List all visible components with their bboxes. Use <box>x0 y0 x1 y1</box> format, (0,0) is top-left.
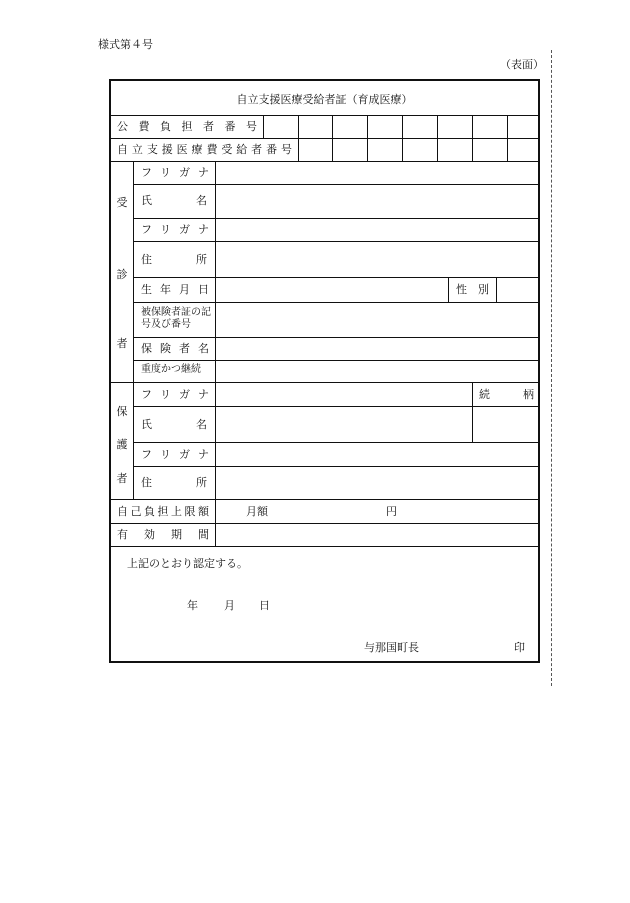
rule <box>298 115 299 161</box>
rule <box>111 161 538 162</box>
rule <box>134 406 538 407</box>
rule <box>134 466 538 467</box>
rule <box>402 115 403 161</box>
patient-insurer-label: 保 険 者 名 <box>141 342 209 355</box>
patient-insurance-card-label: 被保険者証の記号及び番号 <box>141 307 211 330</box>
rule <box>111 546 538 547</box>
rule <box>134 360 538 361</box>
cut-line <box>551 50 552 686</box>
validity-label: 有 効 期 間 <box>117 528 209 541</box>
patient-group-char: 者 <box>116 337 128 350</box>
rule <box>133 161 134 499</box>
issuer-label: 与那国町長 <box>364 641 419 654</box>
rule <box>134 184 538 185</box>
rule <box>134 442 538 443</box>
rule <box>472 382 473 442</box>
rule <box>134 277 538 278</box>
rule <box>111 138 538 139</box>
rule <box>263 115 264 138</box>
public-burden-no-label: 公 費 負 担 者 番 号 <box>117 120 257 133</box>
patient-birthdate-label: 生 年 月 日 <box>141 283 209 296</box>
certificate-form <box>109 79 540 663</box>
rule <box>134 241 538 242</box>
guardian-group-char: 護 <box>116 438 128 451</box>
patient-furigana2-label: フ リ ガ ナ <box>141 223 209 236</box>
guardian-furigana2-label: フ リ ガ ナ <box>141 448 209 461</box>
guardian-group-char: 保 <box>116 405 128 418</box>
cert-month-label: 月 <box>224 599 235 612</box>
patient-sex-label: 性 別 <box>456 283 489 296</box>
rule <box>367 115 368 161</box>
limit-yen-label: 円 <box>386 505 397 518</box>
cert-day-label: 日 <box>259 599 270 612</box>
guardian-name-label: 氏 名 <box>141 418 207 431</box>
rule <box>496 277 497 302</box>
rule <box>111 499 538 500</box>
rule <box>111 523 538 524</box>
side-label: （表面） <box>500 58 544 71</box>
patient-name-label: 氏 名 <box>141 194 207 207</box>
rule <box>215 161 216 546</box>
seal-label: 印 <box>514 641 525 654</box>
form-number-label: 様式第４号 <box>98 38 153 51</box>
form-title: 自立支援医療受給者証（育成医療） <box>236 93 413 106</box>
guardian-address-label: 住 所 <box>141 476 207 489</box>
limit-monthly-label: 月額 <box>246 505 268 518</box>
guardian-group-char: 者 <box>116 472 128 485</box>
rule <box>472 115 473 161</box>
rule <box>111 382 538 383</box>
patient-address-label: 住 所 <box>141 253 207 266</box>
cert-year-label: 年 <box>187 599 198 612</box>
rule <box>111 115 538 116</box>
rule <box>134 218 538 219</box>
rule <box>134 337 538 338</box>
guardian-relationship-label: 続 柄 <box>479 388 534 401</box>
rule <box>507 115 508 161</box>
rule <box>437 115 438 161</box>
certification-text: 上記のとおり認定する。 <box>127 557 248 570</box>
rule <box>134 302 538 303</box>
patient-furigana-label: フ リ ガ ナ <box>141 166 209 179</box>
patient-group-char: 診 <box>116 268 128 281</box>
limit-label: 自 己 負 担 上 限 額 <box>117 505 209 518</box>
patient-group-char: 受 <box>116 196 128 209</box>
patient-severe-label: 重度かつ継続 <box>141 364 201 375</box>
recipient-no-label: 自 立 支 援 医 療 費 受 給 者 番 号 <box>117 143 292 156</box>
rule <box>448 277 449 302</box>
rule <box>332 115 333 161</box>
guardian-furigana-label: フ リ ガ ナ <box>141 388 209 401</box>
